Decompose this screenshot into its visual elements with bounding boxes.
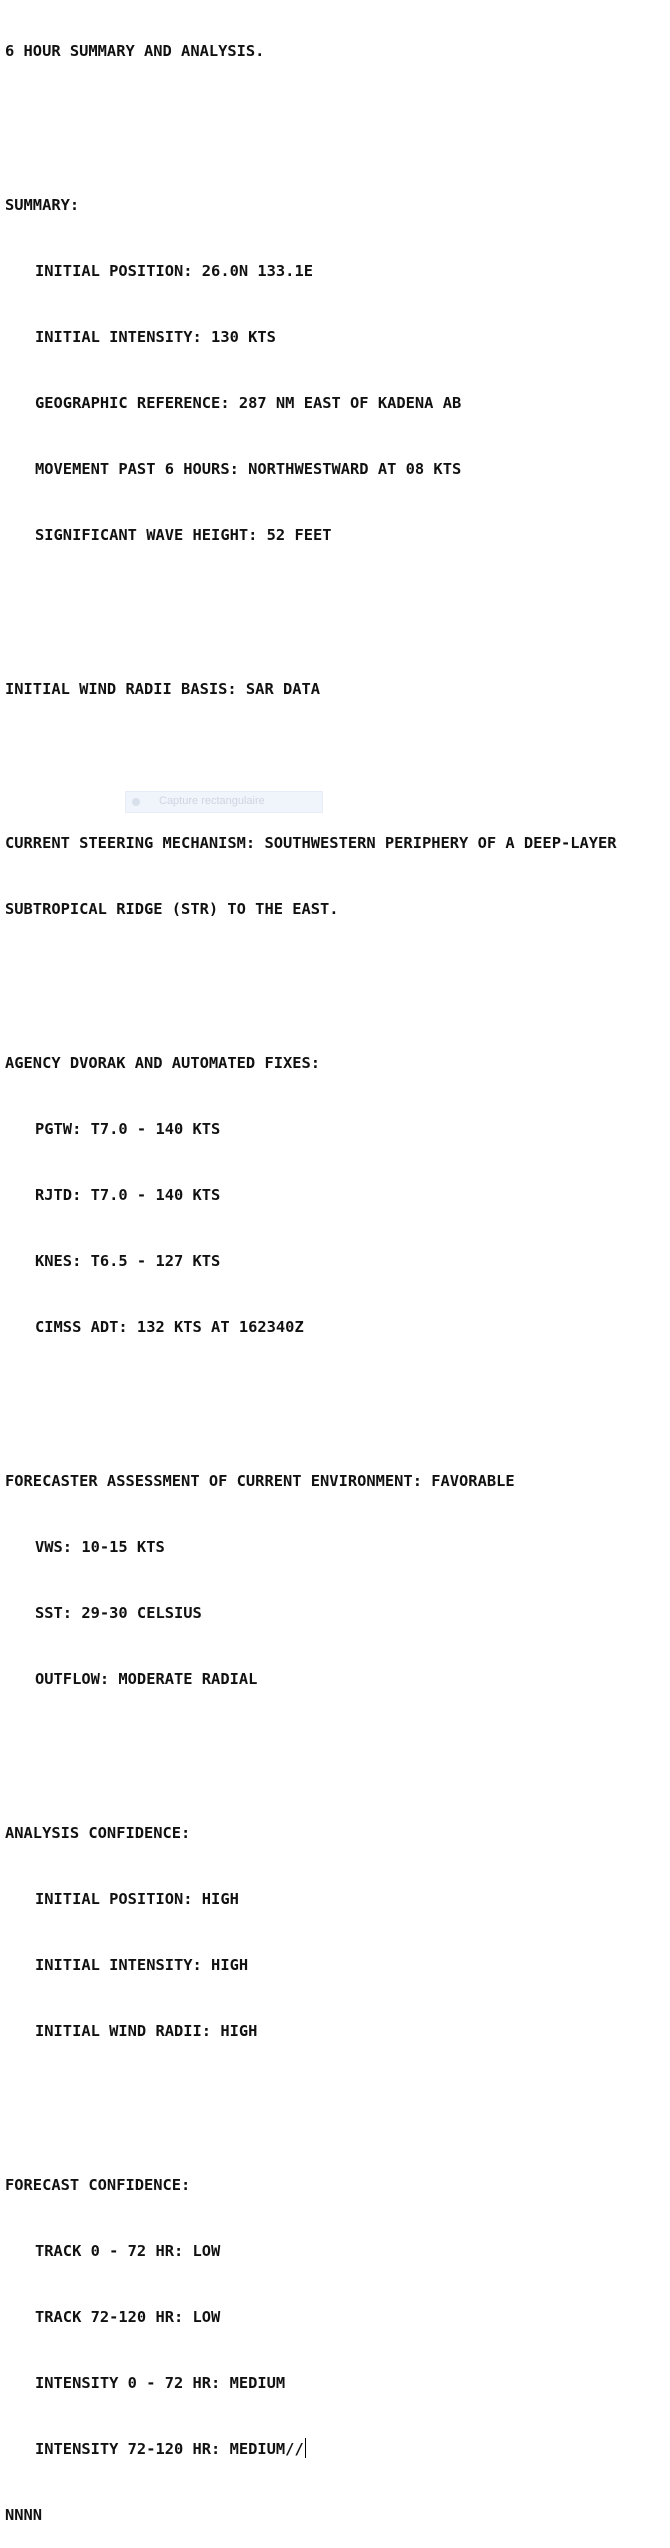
- capture-tooltip[interactable]: [125, 791, 323, 813]
- environment-outflow: OUTFLOW: MODERATE RADIAL: [35, 1670, 258, 1688]
- forecast-track-72-120: TRACK 72-120 HR: LOW: [35, 2308, 221, 2326]
- steering-line-1: CURRENT STEERING MECHANISM: SOUTHWESTERN PERIPHERY OF A DEEP-LAYER: [5, 834, 617, 852]
- capture-icon: [132, 798, 140, 806]
- forecast-track-0-72: TRACK 0 - 72 HR: LOW: [35, 2242, 221, 2260]
- bulletin-header: 6 HOUR SUMMARY AND ANALYSIS.: [5, 42, 265, 60]
- blank-line: [5, 744, 617, 766]
- fixes-heading: AGENCY DVORAK AND AUTOMATED FIXES:: [5, 1054, 321, 1072]
- fix-cimss: CIMSS ADT: 132 KTS AT 162340Z: [35, 1318, 304, 1336]
- analysis-confidence-heading: ANALYSIS CONFIDENCE:: [5, 1824, 191, 1842]
- bulletin-footer: NNNN: [5, 2506, 43, 2524]
- fix-knes: KNES: T6.5 - 127 KTS: [35, 1252, 221, 1270]
- forecast-intensity-72-120-line: [5, 2438, 617, 2460]
- summary-geographic-reference: GEOGRAPHIC REFERENCE: 287 NM EAST OF KADENA AB: [35, 394, 462, 412]
- environment-sst: SST: 29-30 CELSIUS: [35, 1604, 202, 1622]
- analysis-confidence-wind-radii: INITIAL WIND RADII: HIGH: [35, 2022, 258, 2040]
- blank-line: [5, 1734, 617, 1756]
- summary-initial-position: INITIAL POSITION: 26.0N 133.1E: [35, 262, 313, 280]
- steering-line-2: SUBTROPICAL RIDGE (STR) TO THE EAST.: [5, 900, 339, 918]
- analysis-confidence-intensity: INITIAL INTENSITY: HIGH: [35, 1956, 249, 1974]
- fix-pgtw: PGTW: T7.0 - 140 KTS: [35, 1120, 221, 1138]
- wind-radii-basis: INITIAL WIND RADII BASIS: SAR DATA: [5, 680, 321, 698]
- text-cursor: [305, 2438, 306, 2458]
- summary-heading: SUMMARY:: [5, 196, 80, 214]
- bulletin-text[interactable]: [5, 0, 617, 2548]
- fix-rjtd: RJTD: T7.0 - 140 KTS: [35, 1186, 221, 1204]
- analysis-confidence-position: INITIAL POSITION: HIGH: [35, 1890, 239, 1908]
- blank-line: [5, 590, 617, 612]
- capture-tooltip-label: Capture rectangulaire: [159, 795, 265, 807]
- environment-heading: FORECASTER ASSESSMENT OF CURRENT ENVIRONMENT: FAVORABLE: [5, 1472, 515, 1490]
- forecast-intensity-72-120: INTENSITY 72-120 HR: MEDIUM//: [35, 2440, 304, 2458]
- blank-line: [5, 106, 617, 128]
- blank-line: [5, 964, 617, 986]
- summary-wave-height: SIGNIFICANT WAVE HEIGHT: 52 FEET: [35, 526, 332, 544]
- blank-line: [5, 1382, 617, 1404]
- environment-vws: VWS: 10-15 KTS: [35, 1538, 165, 1556]
- forecast-intensity-0-72: INTENSITY 0 - 72 HR: MEDIUM: [35, 2374, 286, 2392]
- blank-line: [5, 2086, 617, 2108]
- summary-initial-intensity: INITIAL INTENSITY: 130 KTS: [35, 328, 276, 346]
- forecast-confidence-heading: FORECAST CONFIDENCE:: [5, 2176, 191, 2194]
- summary-movement: MOVEMENT PAST 6 HOURS: NORTHWESTWARD AT 08 KTS: [35, 460, 462, 478]
